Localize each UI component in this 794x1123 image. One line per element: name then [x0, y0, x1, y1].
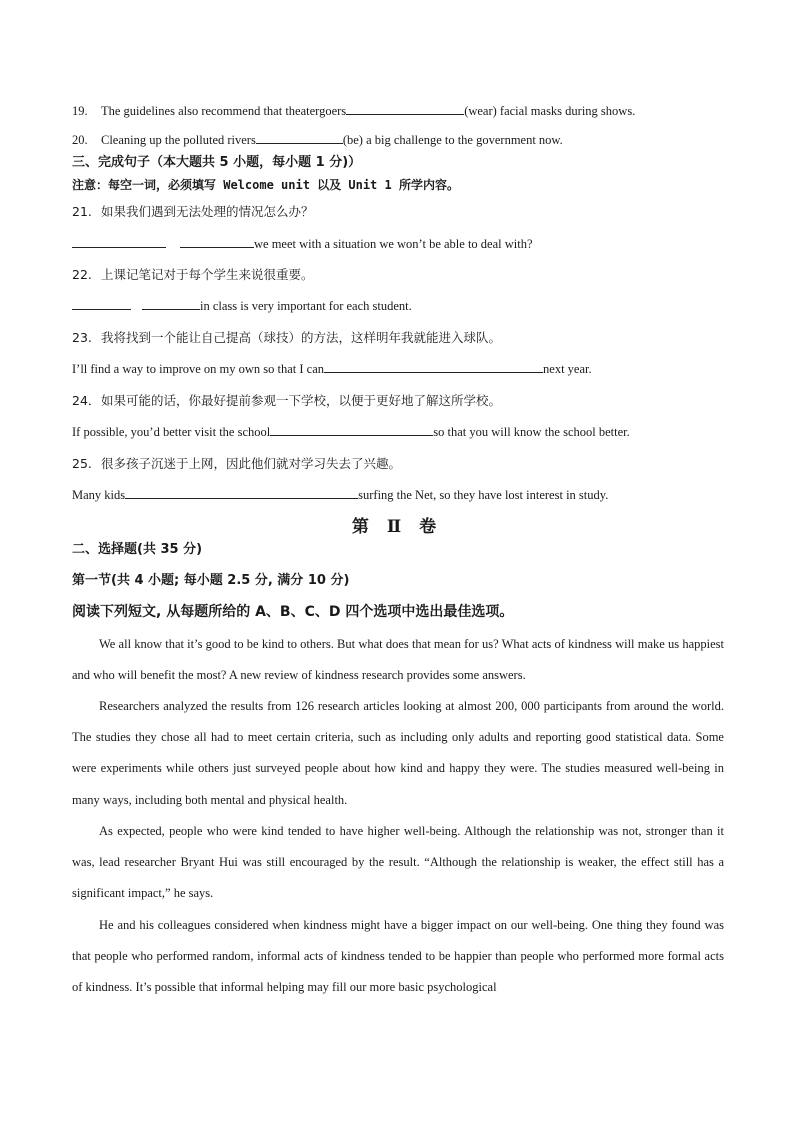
- question-20: [72, 132, 563, 148]
- question-text-after: (wear) facial masks during shows.: [464, 104, 636, 118]
- paragraph-text: He and his colleagues considered when kindness might have a bigger impact on our well-being. One thing they found was that people who performed random, informal acts of kindness tended to be happier than people who performed more formal acts of kindness. It’s possible that informal helping may fill our more basic psychological: [72, 918, 724, 995]
- chinese-prompt: 如果我们遇到无法处理的情况怎么办？: [101, 204, 314, 219]
- answer-blank[interactable]: [125, 487, 358, 499]
- passage-paragraph-3: [72, 816, 724, 910]
- question-24-english: [72, 424, 630, 440]
- english-text-after: surfing the Net, so they have lost interest in study.: [358, 488, 609, 502]
- chinese-prompt: 如果可能的话，你最好提前参观一下学校，以便于更好地了解这所学校。: [101, 393, 502, 408]
- answer-blank[interactable]: [72, 298, 131, 310]
- answer-blank[interactable]: [180, 236, 254, 248]
- question-24-chinese: [72, 393, 501, 409]
- english-text-after: so that you will know the school better.: [433, 425, 630, 439]
- part-instruction: 阅读下列短文, 从每题所给的 A、B、C、D 四个选项中选出最佳选项。: [72, 604, 514, 620]
- question-number: 24．: [72, 393, 101, 408]
- english-text-before: If possible, you’d better visit the school: [72, 425, 271, 439]
- paragraph-text: As expected, people who were kind tended to have higher well-being. Although the relationship was not, stronger than it was, lead researcher Bryant Hui was still encouraged by the result. “Although the relationship is weaker, the effect still has a significant impact,” he says.: [72, 824, 724, 901]
- question-number: 23.: [72, 330, 92, 345]
- chinese-prompt: 很多孩子沉迷于上网，因此他们就对学习失去了兴趣。: [101, 456, 402, 471]
- answer-blank[interactable]: [324, 361, 543, 373]
- volume-title: 第 Ⅱ 卷: [351, 517, 443, 537]
- section-title: 三、完成句子（本大题共 5 小题，每小题 1 分)）: [72, 155, 362, 170]
- answer-blank[interactable]: [142, 298, 200, 310]
- english-text-after: in class is very important for each student.: [200, 299, 412, 313]
- question-text-before: Cleaning up the polluted rivers: [101, 133, 256, 147]
- question-number: 19.: [72, 104, 88, 118]
- question-22-english: [72, 298, 412, 314]
- answer-blank[interactable]: [346, 103, 464, 115]
- english-text-before: I’ll find a way to improve on my own so that I can: [72, 362, 325, 376]
- question-21-english: [72, 236, 533, 252]
- question-number: 25.: [72, 456, 92, 471]
- english-text-before: Many kids: [72, 488, 126, 502]
- answer-blank[interactable]: [72, 236, 166, 248]
- part-subtitle: 第一节(共 4 小题; 每小题 2.5 分, 满分 10 分): [72, 573, 350, 588]
- answer-blank[interactable]: [256, 132, 343, 144]
- question-text-after: (be) a big challenge to the government now.: [342, 133, 563, 147]
- passage-paragraph-1: [72, 629, 724, 691]
- question-25-english: [72, 487, 608, 503]
- question-19: [72, 103, 635, 119]
- paragraph-text: Researchers analyzed the results from 126 research articles looking at almost 200, 000 participants from around the world. The studies they chose all had to meet certain criteria, such as including only adults and reporting good statistical data. Some were experiments while others just surveyed people about how kind and happy they were. The studies measured well-being in many ways, including both mental and physical health.: [72, 699, 724, 807]
- chinese-prompt: 上课记笔记对于每个学生来说很重要。: [101, 267, 314, 282]
- question-23-english: [72, 361, 592, 377]
- passage-paragraph-4: [72, 910, 724, 1004]
- question-25-chinese: [72, 456, 401, 472]
- answer-blank[interactable]: [270, 424, 433, 436]
- question-number: 21.: [72, 204, 92, 219]
- paragraph-text: We all know that it’s good to be kind to others. But what does that mean for us? What acts of kindness will make us happiest and who will benefit the most? A new review of kindness research provides some answers.: [72, 637, 724, 683]
- chinese-prompt: 我将找到一个能让自己提高（球技）的方法，这样明年我就能进入球队。: [101, 330, 502, 345]
- english-text-after: next year.: [543, 362, 592, 376]
- passage-paragraph-2: [72, 691, 724, 816]
- question-number: 20.: [72, 133, 88, 147]
- question-number: 22.: [72, 267, 92, 282]
- section-note: 注意：每空一词，必须填写 Welcome unit 以及 Unit 1 所学内容。: [72, 178, 459, 192]
- english-text-after: we meet with a situation we won’t be able to deal with?: [254, 237, 533, 251]
- question-22-chinese: [72, 267, 314, 283]
- question-21-chinese: [72, 204, 314, 220]
- question-23-chinese: [72, 330, 501, 346]
- part-title: 二、选择题(共 35 分): [72, 542, 203, 557]
- question-text-before: The guidelines also recommend that theatergoers: [101, 104, 347, 118]
